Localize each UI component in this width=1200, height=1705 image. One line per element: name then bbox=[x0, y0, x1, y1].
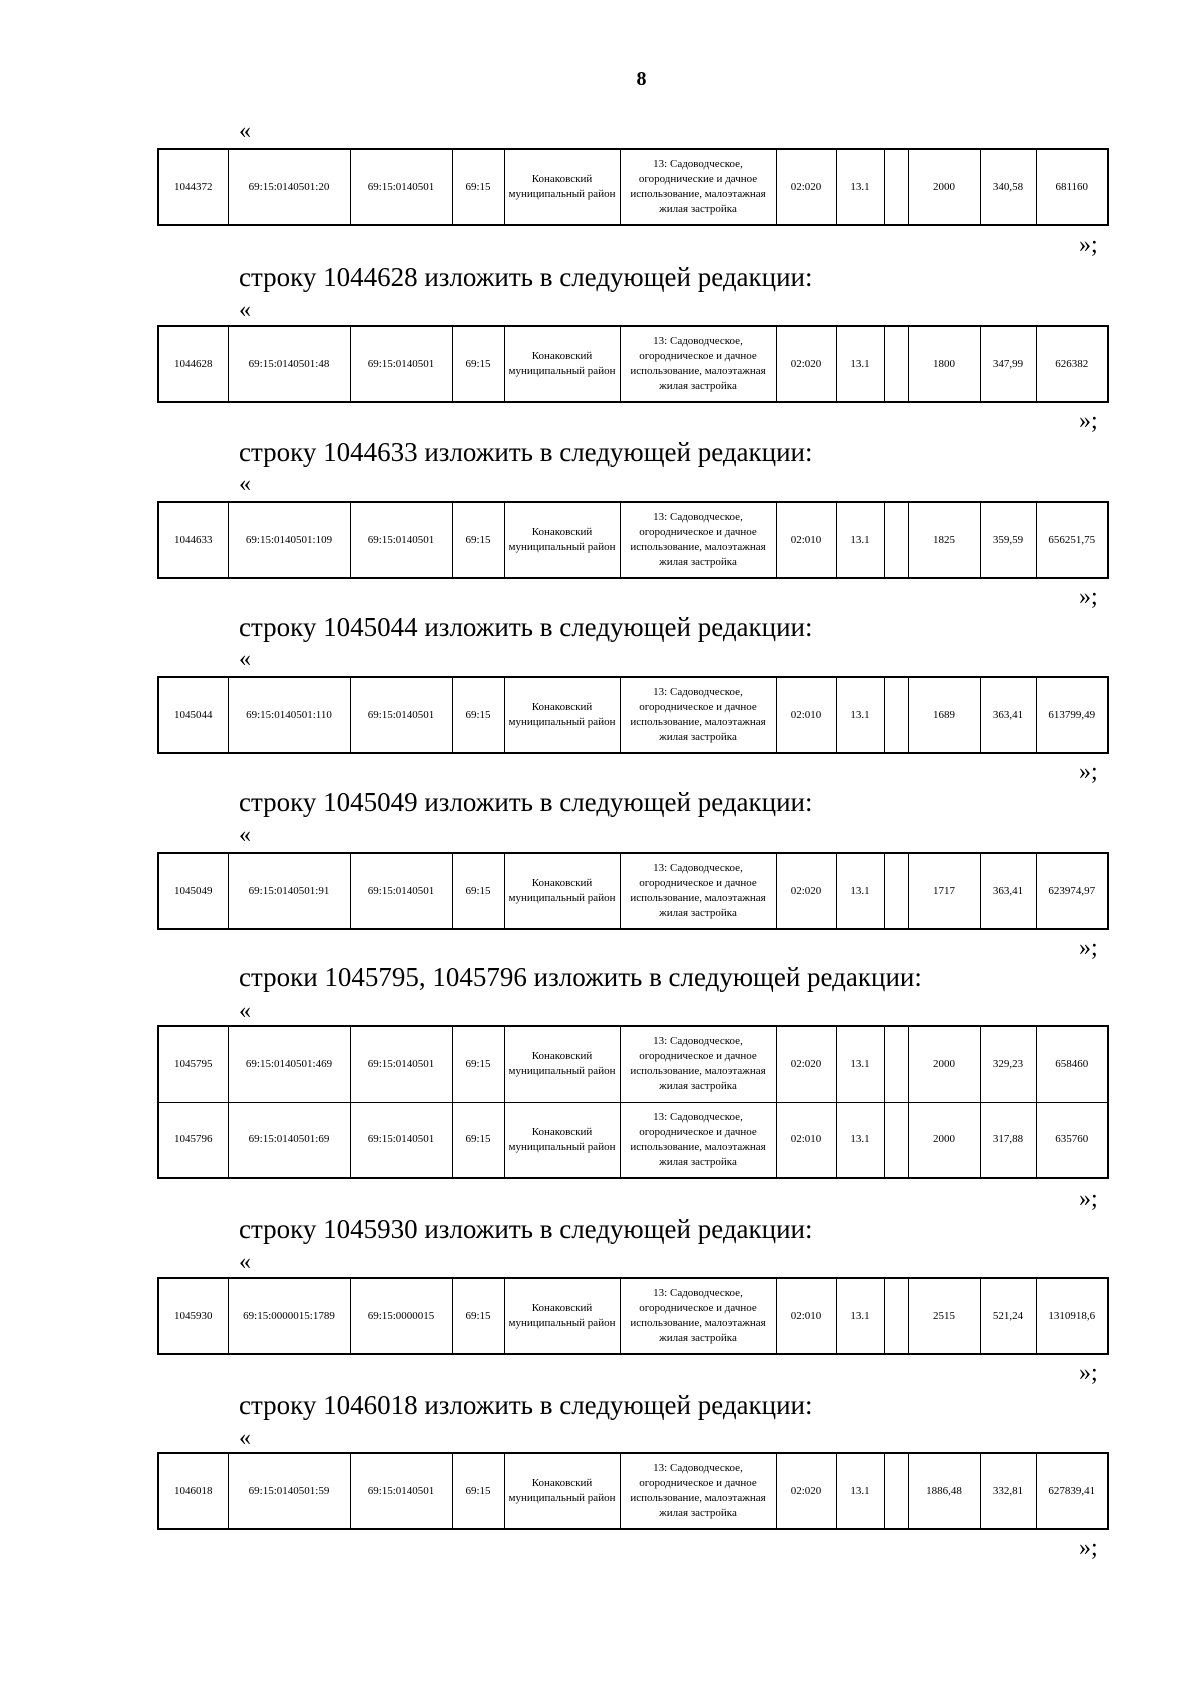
close-quote: »; bbox=[1079, 232, 1098, 258]
rate-cell: 359,59 bbox=[980, 502, 1036, 578]
district-cell: Конаковский муниципальный район bbox=[504, 1453, 620, 1529]
area-cell: 1717 bbox=[908, 853, 980, 929]
table-row bbox=[158, 502, 1108, 578]
amendment-table bbox=[157, 325, 1109, 403]
rate-cell: 317,88 bbox=[980, 1102, 1036, 1178]
section-heading: строку 1044628 изложить в следующей редакции: bbox=[239, 262, 813, 292]
row-id-cell: 1045044 bbox=[158, 677, 228, 753]
rate-cell: 521,24 bbox=[980, 1278, 1036, 1354]
rate-cell: 340,58 bbox=[980, 149, 1036, 225]
cadastral-number-cell: 69:15:0000015:1789 bbox=[228, 1278, 350, 1354]
district-code-cell: 69:15 bbox=[452, 677, 504, 753]
row-id-cell: 1045796 bbox=[158, 1102, 228, 1178]
amendment-table bbox=[157, 676, 1109, 754]
cadastral-number-cell: 69:15:0140501:110 bbox=[228, 677, 350, 753]
district-code-cell: 69:15 bbox=[452, 149, 504, 225]
empty-cell bbox=[884, 1102, 908, 1178]
district-cell: Конаковский муниципальный район bbox=[504, 1278, 620, 1354]
zone-code-cell: 02:010 bbox=[776, 1102, 836, 1178]
quarter-cell: 69:15:0140501 bbox=[350, 1102, 452, 1178]
rate-cell: 363,41 bbox=[980, 677, 1036, 753]
district-cell: Конаковский муниципальный район bbox=[504, 1026, 620, 1102]
land-use-cell: 13: Садоводческое, огороднические и дачное использование, малоэтажная жилая застройка bbox=[620, 149, 776, 225]
zone-code-cell: 02:010 bbox=[776, 1278, 836, 1354]
quarter-cell: 69:15:0140501 bbox=[350, 149, 452, 225]
value-cell: 681160 bbox=[1036, 149, 1108, 225]
area-cell: 2000 bbox=[908, 149, 980, 225]
area-cell: 1825 bbox=[908, 502, 980, 578]
row-id-cell: 1045930 bbox=[158, 1278, 228, 1354]
open-quote: « bbox=[239, 998, 251, 1024]
quarter-cell: 69:15:0140501 bbox=[350, 1026, 452, 1102]
district-code-cell: 69:15 bbox=[452, 1453, 504, 1529]
cadastral-number-cell: 69:15:0140501:59 bbox=[228, 1453, 350, 1529]
section-heading: строку 1044633 изложить в следующей редакции: bbox=[239, 437, 813, 467]
area-cell: 2515 bbox=[908, 1278, 980, 1354]
zone-code-cell: 02:020 bbox=[776, 1026, 836, 1102]
zone-code-cell: 02:010 bbox=[776, 677, 836, 753]
row-id-cell: 1044628 bbox=[158, 326, 228, 402]
empty-cell bbox=[884, 677, 908, 753]
value-cell: 658460 bbox=[1036, 1026, 1108, 1102]
area-cell: 1886,48 bbox=[908, 1453, 980, 1529]
district-code-cell: 69:15 bbox=[452, 1026, 504, 1102]
close-quote: »; bbox=[1079, 935, 1098, 961]
section-heading: строки 1045795, 1045796 изложить в следующей редакции: bbox=[239, 962, 922, 992]
area-cell: 1689 bbox=[908, 677, 980, 753]
quarter-cell: 69:15:0140501 bbox=[350, 677, 452, 753]
use-code-cell: 13.1 bbox=[836, 1026, 884, 1102]
area-cell: 2000 bbox=[908, 1026, 980, 1102]
open-quote: « bbox=[239, 646, 251, 672]
cadastral-number-cell: 69:15:0140501:69 bbox=[228, 1102, 350, 1178]
value-cell: 1310918,6 bbox=[1036, 1278, 1108, 1354]
close-quote: »; bbox=[1079, 759, 1098, 785]
land-use-cell: 13: Садоводческое, огородническое и дачное использование, малоэтажная жилая застройка bbox=[620, 1026, 776, 1102]
table-row bbox=[158, 1278, 1108, 1354]
district-code-cell: 69:15 bbox=[452, 326, 504, 402]
rate-cell: 363,41 bbox=[980, 853, 1036, 929]
row-id-cell: 1044372 bbox=[158, 149, 228, 225]
row-id-cell: 1045049 bbox=[158, 853, 228, 929]
rate-cell: 332,81 bbox=[980, 1453, 1036, 1529]
zone-code-cell: 02:020 bbox=[776, 326, 836, 402]
land-use-cell: 13: Садоводческое, огородническое и дачное использование, малоэтажная жилая застройка bbox=[620, 502, 776, 578]
quarter-cell: 69:15:0140501 bbox=[350, 1453, 452, 1529]
value-cell: 635760 bbox=[1036, 1102, 1108, 1178]
district-cell: Конаковский муниципальный район bbox=[504, 502, 620, 578]
empty-cell bbox=[884, 1278, 908, 1354]
value-cell: 627839,41 bbox=[1036, 1453, 1108, 1529]
empty-cell bbox=[884, 853, 908, 929]
land-use-cell: 13: Садоводческое, огородническое и дачное использование, малоэтажная жилая застройка bbox=[620, 677, 776, 753]
land-use-cell: 13: Садоводческое, огородническое и дачное использование, малоэтажная жилая застройка bbox=[620, 326, 776, 402]
area-cell: 1800 bbox=[908, 326, 980, 402]
close-quote: »; bbox=[1079, 408, 1098, 434]
district-cell: Конаковский муниципальный район bbox=[504, 1102, 620, 1178]
open-quote: « bbox=[239, 471, 251, 497]
open-quote: « bbox=[239, 297, 251, 323]
section-heading: строку 1045044 изложить в следующей редакции: bbox=[239, 612, 813, 642]
empty-cell bbox=[884, 1453, 908, 1529]
value-cell: 626382 bbox=[1036, 326, 1108, 402]
quarter-cell: 69:15:0140501 bbox=[350, 326, 452, 402]
quarter-cell: 69:15:0000015 bbox=[350, 1278, 452, 1354]
table-row bbox=[158, 326, 1108, 402]
open-quote: « bbox=[239, 118, 251, 144]
open-quote: « bbox=[239, 822, 251, 848]
section-heading: строку 1046018 изложить в следующей редакции: bbox=[239, 1390, 813, 1420]
amendment-table bbox=[157, 852, 1109, 930]
use-code-cell: 13.1 bbox=[836, 149, 884, 225]
row-id-cell: 1044633 bbox=[158, 502, 228, 578]
district-cell: Конаковский муниципальный район bbox=[504, 853, 620, 929]
section-heading: строку 1045049 изложить в следующей редакции: bbox=[239, 787, 813, 817]
area-cell: 2000 bbox=[908, 1102, 980, 1178]
zone-code-cell: 02:020 bbox=[776, 1453, 836, 1529]
value-cell: 613799,49 bbox=[1036, 677, 1108, 753]
cadastral-number-cell: 69:15:0140501:469 bbox=[228, 1026, 350, 1102]
cadastral-number-cell: 69:15:0140501:91 bbox=[228, 853, 350, 929]
quarter-cell: 69:15:0140501 bbox=[350, 502, 452, 578]
section-heading: строку 1045930 изложить в следующей редакции: bbox=[239, 1214, 813, 1244]
land-use-cell: 13: Садоводческое, огородническое и дачное использование, малоэтажная жилая застройка bbox=[620, 1278, 776, 1354]
close-quote: »; bbox=[1079, 584, 1098, 610]
land-use-cell: 13: Садоводческое, огородническое и дачное использование, малоэтажная жилая застройка bbox=[620, 1453, 776, 1529]
zone-code-cell: 02:020 bbox=[776, 853, 836, 929]
rate-cell: 347,99 bbox=[980, 326, 1036, 402]
table-row bbox=[158, 1026, 1108, 1102]
close-quote: »; bbox=[1079, 1186, 1098, 1212]
empty-cell bbox=[884, 326, 908, 402]
zone-code-cell: 02:010 bbox=[776, 502, 836, 578]
district-cell: Конаковский муниципальный район bbox=[504, 149, 620, 225]
use-code-cell: 13.1 bbox=[836, 677, 884, 753]
cadastral-number-cell: 69:15:0140501:109 bbox=[228, 502, 350, 578]
table-row bbox=[158, 677, 1108, 753]
open-quote: « bbox=[239, 1425, 251, 1451]
district-code-cell: 69:15 bbox=[452, 1102, 504, 1178]
use-code-cell: 13.1 bbox=[836, 853, 884, 929]
zone-code-cell: 02:020 bbox=[776, 149, 836, 225]
cadastral-number-cell: 69:15:0140501:48 bbox=[228, 326, 350, 402]
cadastral-number-cell: 69:15:0140501:20 bbox=[228, 149, 350, 225]
page-number: 8 bbox=[636, 68, 647, 90]
district-code-cell: 69:15 bbox=[452, 502, 504, 578]
empty-cell bbox=[884, 502, 908, 578]
use-code-cell: 13.1 bbox=[836, 1453, 884, 1529]
close-quote: »; bbox=[1079, 1360, 1098, 1386]
district-cell: Конаковский муниципальный район bbox=[504, 677, 620, 753]
use-code-cell: 13.1 bbox=[836, 326, 884, 402]
amendment-table bbox=[157, 1277, 1109, 1355]
use-code-cell: 13.1 bbox=[836, 502, 884, 578]
empty-cell bbox=[884, 1026, 908, 1102]
amendment-table bbox=[157, 1025, 1109, 1179]
amendment-table bbox=[157, 501, 1109, 579]
empty-cell bbox=[884, 149, 908, 225]
table-row bbox=[158, 1453, 1108, 1529]
district-code-cell: 69:15 bbox=[452, 853, 504, 929]
value-cell: 656251,75 bbox=[1036, 502, 1108, 578]
open-quote: « bbox=[239, 1249, 251, 1275]
use-code-cell: 13.1 bbox=[836, 1278, 884, 1354]
land-use-cell: 13: Садоводческое, огородническое и дачное использование, малоэтажная жилая застройка bbox=[620, 1102, 776, 1178]
district-cell: Конаковский муниципальный район bbox=[504, 326, 620, 402]
table-row bbox=[158, 149, 1108, 225]
table-row bbox=[158, 853, 1108, 929]
amendment-table bbox=[157, 148, 1109, 226]
row-id-cell: 1046018 bbox=[158, 1453, 228, 1529]
rate-cell: 329,23 bbox=[980, 1026, 1036, 1102]
amendment-table bbox=[157, 1452, 1109, 1530]
land-use-cell: 13: Садоводческое, огородническое и дачное использование, малоэтажная жилая застройка bbox=[620, 853, 776, 929]
table-row bbox=[158, 1102, 1108, 1178]
district-code-cell: 69:15 bbox=[452, 1278, 504, 1354]
value-cell: 623974,97 bbox=[1036, 853, 1108, 929]
quarter-cell: 69:15:0140501 bbox=[350, 853, 452, 929]
row-id-cell: 1045795 bbox=[158, 1026, 228, 1102]
use-code-cell: 13.1 bbox=[836, 1102, 884, 1178]
close-quote: »; bbox=[1079, 1535, 1098, 1561]
